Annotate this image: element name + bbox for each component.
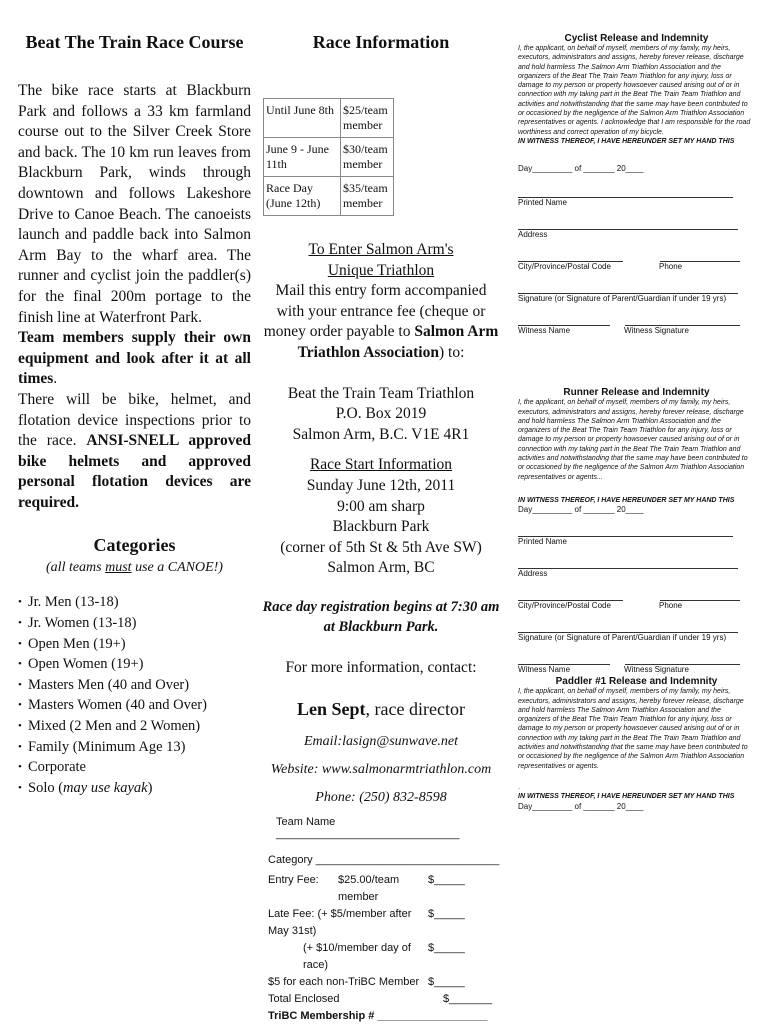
paddler-release-title: Paddler #1 Release and Indemnity	[555, 676, 718, 688]
phone-label: Phone	[659, 262, 683, 272]
fee-block	[268, 872, 500, 1025]
list-item: • Masters Men (40 and Over)	[18, 675, 251, 696]
list-item: • Solo (may use kayak)	[18, 778, 251, 799]
contact-phone: Phone: (250) 832-8598	[315, 789, 447, 805]
witness-statement: IN WITNESS THEREOF, I HAVE HEREUNDER SET MY HAND THIS	[518, 137, 735, 145]
price-table	[263, 98, 394, 216]
list-item: • Jr. Women (13-18)	[18, 613, 251, 634]
release-column	[518, 0, 755, 811]
table-row: Until June 8th $25/team member	[264, 99, 394, 138]
witness-signature-label: Witness Signature	[624, 326, 689, 336]
course-description: The bike race starts at Blackburn Park and follows a 33 km farmland course out to the Silver Creek Store and back. The 10 km run leaves from Blackburn Park, winds through downtown and follows Lakeshore Drive to Canoe Beach. The canoeists launch and paddle back into Salmon Arm Bay to the wharf area. The runner and cyclist join the paddler(s) for the final 200m portage to the finish line at Waterfront Park.	[18, 82, 251, 326]
address-label: Address	[518, 230, 548, 240]
list-item: • Family (Minimum Age 13)	[18, 737, 251, 758]
table-row: June 9 - June 11th $30/team member	[264, 138, 394, 177]
list-item: • Masters Women (40 and Over)	[18, 695, 251, 716]
cyclist-release-text: I, the applicant, on behalf of myself, members of my family, my heirs, executors, administrators and assigns, hereby forever release, discharge and hold harmless The Salmon Arm Triathlon Association and the organizers of the Beat The Train Team Triathlon for any injury, loss or damage to my person or property howsoever caused arising out of or in connection with my taking part in the Beat The Train Team Triathlon and activities and notwithstanding that the same may have been contributed to or occasioned by the negligence of the Salmon Arm Triathlon Association representatives or agents. I acknowledge that I am responsible for the road worthiness and correct operation of my bicycle.	[518, 45, 751, 136]
day-line[interactable]: Day_________ of _______ 20____	[518, 505, 644, 515]
fee-row: (+ $10/member day of race) $_____	[303, 941, 465, 971]
registration-note: Race day registration begins at 7:30 am at Blackburn Park.	[262, 598, 500, 635]
printed-name-label: Printed Name	[518, 537, 567, 547]
director: Len Sept, race director	[297, 698, 465, 719]
fee-row: Late Fee: (+ $5/member after May 31st) $_____	[268, 907, 465, 937]
categories-title: Categories	[93, 535, 176, 556]
contact-email[interactable]: Email:lasign@sunwave.net	[303, 733, 459, 749]
team-name-field[interactable]: Team Name ______________________________	[276, 815, 460, 840]
category-field[interactable]: Category ______________________________	[268, 853, 500, 866]
address-label: Address	[518, 569, 548, 579]
fee-row: $5 for each non-TriBC Member $_____	[268, 975, 465, 988]
categories-list	[18, 592, 251, 798]
race-start-info: Race Start Information Sunday June 12th, 2011 9:00 am sharp Blackburn Park (corner of 5th St & 5th Ave SW) Salmon Arm, BC	[280, 456, 482, 577]
tribc-field[interactable]: TriBC Membership # __________________	[268, 1009, 488, 1022]
mailing-address: Beat the Train Team Triathlon P.O. Box 2019 Salmon Arm, B.C. V1E 4R1	[287, 384, 475, 443]
list-item: • Mixed (2 Men and 2 Women)	[18, 716, 251, 737]
course-column	[18, 0, 251, 798]
contact-website[interactable]: Website: www.salmonarmtriathlon.com	[270, 761, 492, 777]
categories-subtitle: (all teams must use a CANOE!)	[46, 560, 223, 576]
city-label: City/Province/Postal Code	[518, 601, 611, 611]
witness-signature-label: Witness Signature	[624, 665, 689, 675]
witness-name-label: Witness Name	[518, 665, 571, 675]
table-row: Race Day (June 12th) $35/team member	[264, 177, 394, 216]
list-item: • Corporate	[18, 757, 251, 778]
phone-label: Phone	[659, 601, 683, 611]
day-line[interactable]: Day_________ of _______ 20____	[518, 164, 644, 174]
equipment-note: Team members supply their own equipment and look after it at all times.	[18, 329, 251, 388]
list-item: • Jr. Men (13-18)	[18, 592, 251, 613]
list-item: • Open Men (19+)	[18, 634, 251, 655]
witness-statement: IN WITNESS THEREOF, I HAVE HEREUNDER SET MY HAND THIS	[518, 793, 735, 801]
runner-release-title: Runner Release and Indemnity	[563, 387, 710, 399]
paddler-release-text: I, the applicant, on behalf of myself, members of my family, my heirs, executors, administrators and assigns, hereby forever release, discharge and hold harmless The Salmon Arm Triathlon Association and the organizers of the Beat The Train Team Triathlon for any injury, loss or damage to my person or property howsoever caused arising out of or in connection with my taking part in the Beat The Train Team Triathlon and activities and notwithstanding that the same may have been contributed to or occasioned by the negligence of the Salmon Arm Triathlon Association representatives or agents.	[518, 688, 748, 770]
list-item: • Open Women (19+)	[18, 654, 251, 675]
city-label: City/Province/Postal Code	[518, 262, 611, 272]
info-title: Race Information	[312, 32, 450, 52]
course-title: Beat The Train Race Course	[25, 32, 244, 52]
entry-instructions: To Enter Salmon Arm's Unique Triathlon Mail this entry form accompanied with your entrance fee (cheque or money order payable to Salmon Arm Triathlon Association) to:	[263, 241, 499, 361]
separator-dot: .	[518, 783, 520, 791]
witness-name-label: Witness Name	[518, 326, 571, 336]
fee-row: Total Enclosed $_______	[268, 992, 492, 1005]
contact-intro: For more information, contact:	[285, 658, 477, 676]
fee-row: Entry Fee: $25.00/team member $_____	[268, 873, 465, 903]
printed-name-label: Printed Name	[518, 198, 567, 208]
witness-statement: IN WITNESS THEREOF, I HAVE HEREUNDER SET MY HAND THIS	[518, 496, 735, 504]
signature-label: Signature (or Signature of Parent/Guardian if under 19 yrs)	[518, 633, 727, 643]
runner-release-text: I, the applicant, on behalf of myself, members of my family, my heirs, executors, administrators and assigns, hereby forever release, discharge and hold harmless The Salmon Arm Triathlon Association and the organizers of the Beat The Train Team Triathlon for any injury, loss or damage to my person or property howsoever caused arising out of or in connection with my taking part in the Beat The Train Team Triathlon and activities and notwithstanding that the same may have been contributed to or occasioned by the negligence of the Salmon Arm Triathlon Association representatives or agents...	[518, 399, 748, 481]
inspection-note: There will be bike, helmet, and flotation device inspections prior to the race. ANSI-SNELL approved bike helmets and approved personal flotation devices are required.	[18, 390, 251, 511]
signature-label: Signature (or Signature of Parent/Guardian if under 19 yrs)	[518, 294, 727, 304]
day-line[interactable]: Day_________ of _______ 20____	[518, 801, 644, 811]
cyclist-release-title: Cyclist Release and Indemnity	[564, 33, 709, 44]
info-column	[262, 0, 500, 1025]
